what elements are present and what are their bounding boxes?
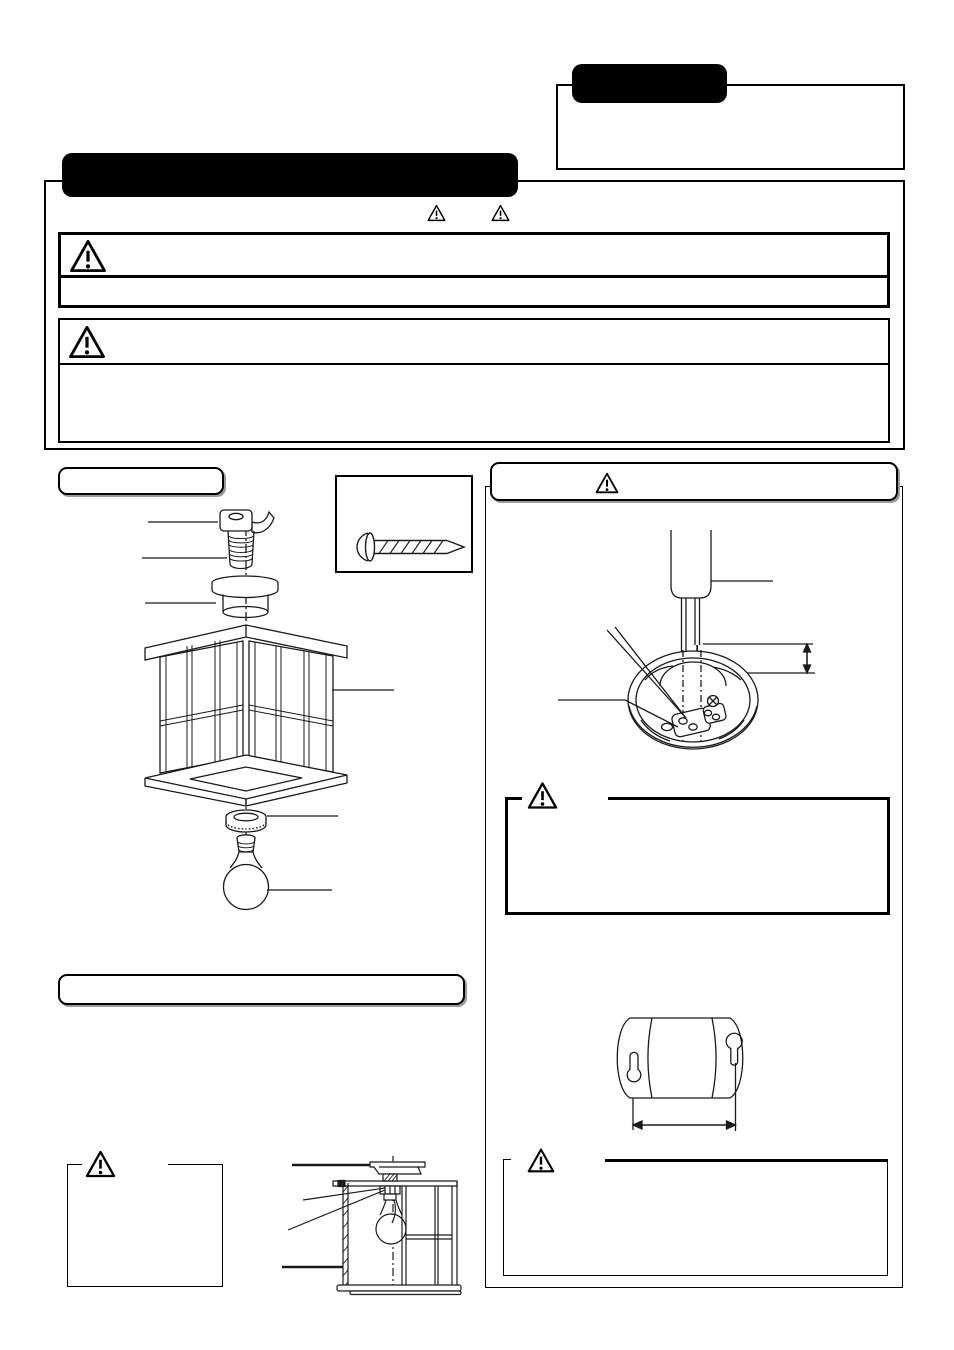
warning-triangle-icon xyxy=(527,781,558,810)
fixture-frame xyxy=(402,1181,457,1285)
box-border-segment xyxy=(605,1159,887,1162)
mounting-base xyxy=(628,650,758,749)
box-border-segment xyxy=(608,797,887,800)
knurled-ring-part xyxy=(226,810,266,832)
wiring-base-figure xyxy=(555,530,825,765)
socket-assembly xyxy=(380,1174,400,1200)
canopy-bracket xyxy=(370,1162,425,1174)
fixture-bottom-plate xyxy=(337,1285,461,1295)
power-cable xyxy=(671,530,711,598)
box-border-segment xyxy=(508,797,522,800)
caution-note-box-right-2 xyxy=(503,1159,888,1276)
mounting-plate-figure xyxy=(600,1010,760,1135)
hanger-bracket-part xyxy=(220,510,274,569)
box-border-segment xyxy=(504,1159,511,1160)
lantern-body-part xyxy=(145,625,347,806)
top-note-badge xyxy=(572,64,727,103)
divider xyxy=(60,363,888,365)
mounting-plate-outline xyxy=(617,1018,743,1098)
warning-box-primary xyxy=(58,232,890,308)
warning-triangle-icon xyxy=(527,1147,555,1174)
warning-triangle-icon xyxy=(491,204,510,222)
caution-note-box-left xyxy=(67,1164,223,1287)
fixture-side-wall xyxy=(343,1183,348,1290)
box-border-segment xyxy=(168,1164,222,1165)
callout-leader-line xyxy=(288,1190,385,1230)
warning-triangle-icon xyxy=(69,239,107,273)
caution-note-box-right-1 xyxy=(505,797,890,915)
divider xyxy=(61,275,887,278)
parts-header-box xyxy=(58,467,224,495)
light-bulb-part xyxy=(224,835,269,910)
socket-cover-part xyxy=(212,576,278,618)
warning-triangle-icon xyxy=(68,325,106,359)
warning-triangle-icon xyxy=(427,204,446,222)
box-border-segment xyxy=(68,1164,82,1165)
install-right-header-box xyxy=(490,462,898,501)
install-left-header-box xyxy=(58,974,465,1005)
warning-box-secondary xyxy=(58,318,890,443)
ceiling-plate xyxy=(333,1181,457,1186)
mounted-fixture-section-figure xyxy=(275,1150,475,1298)
callout-leader-line xyxy=(303,1188,385,1200)
title-banner xyxy=(62,153,518,197)
warning-triangle-icon xyxy=(85,1150,116,1178)
warning-triangle-icon xyxy=(595,472,619,494)
exploded-view-figure xyxy=(130,495,410,920)
